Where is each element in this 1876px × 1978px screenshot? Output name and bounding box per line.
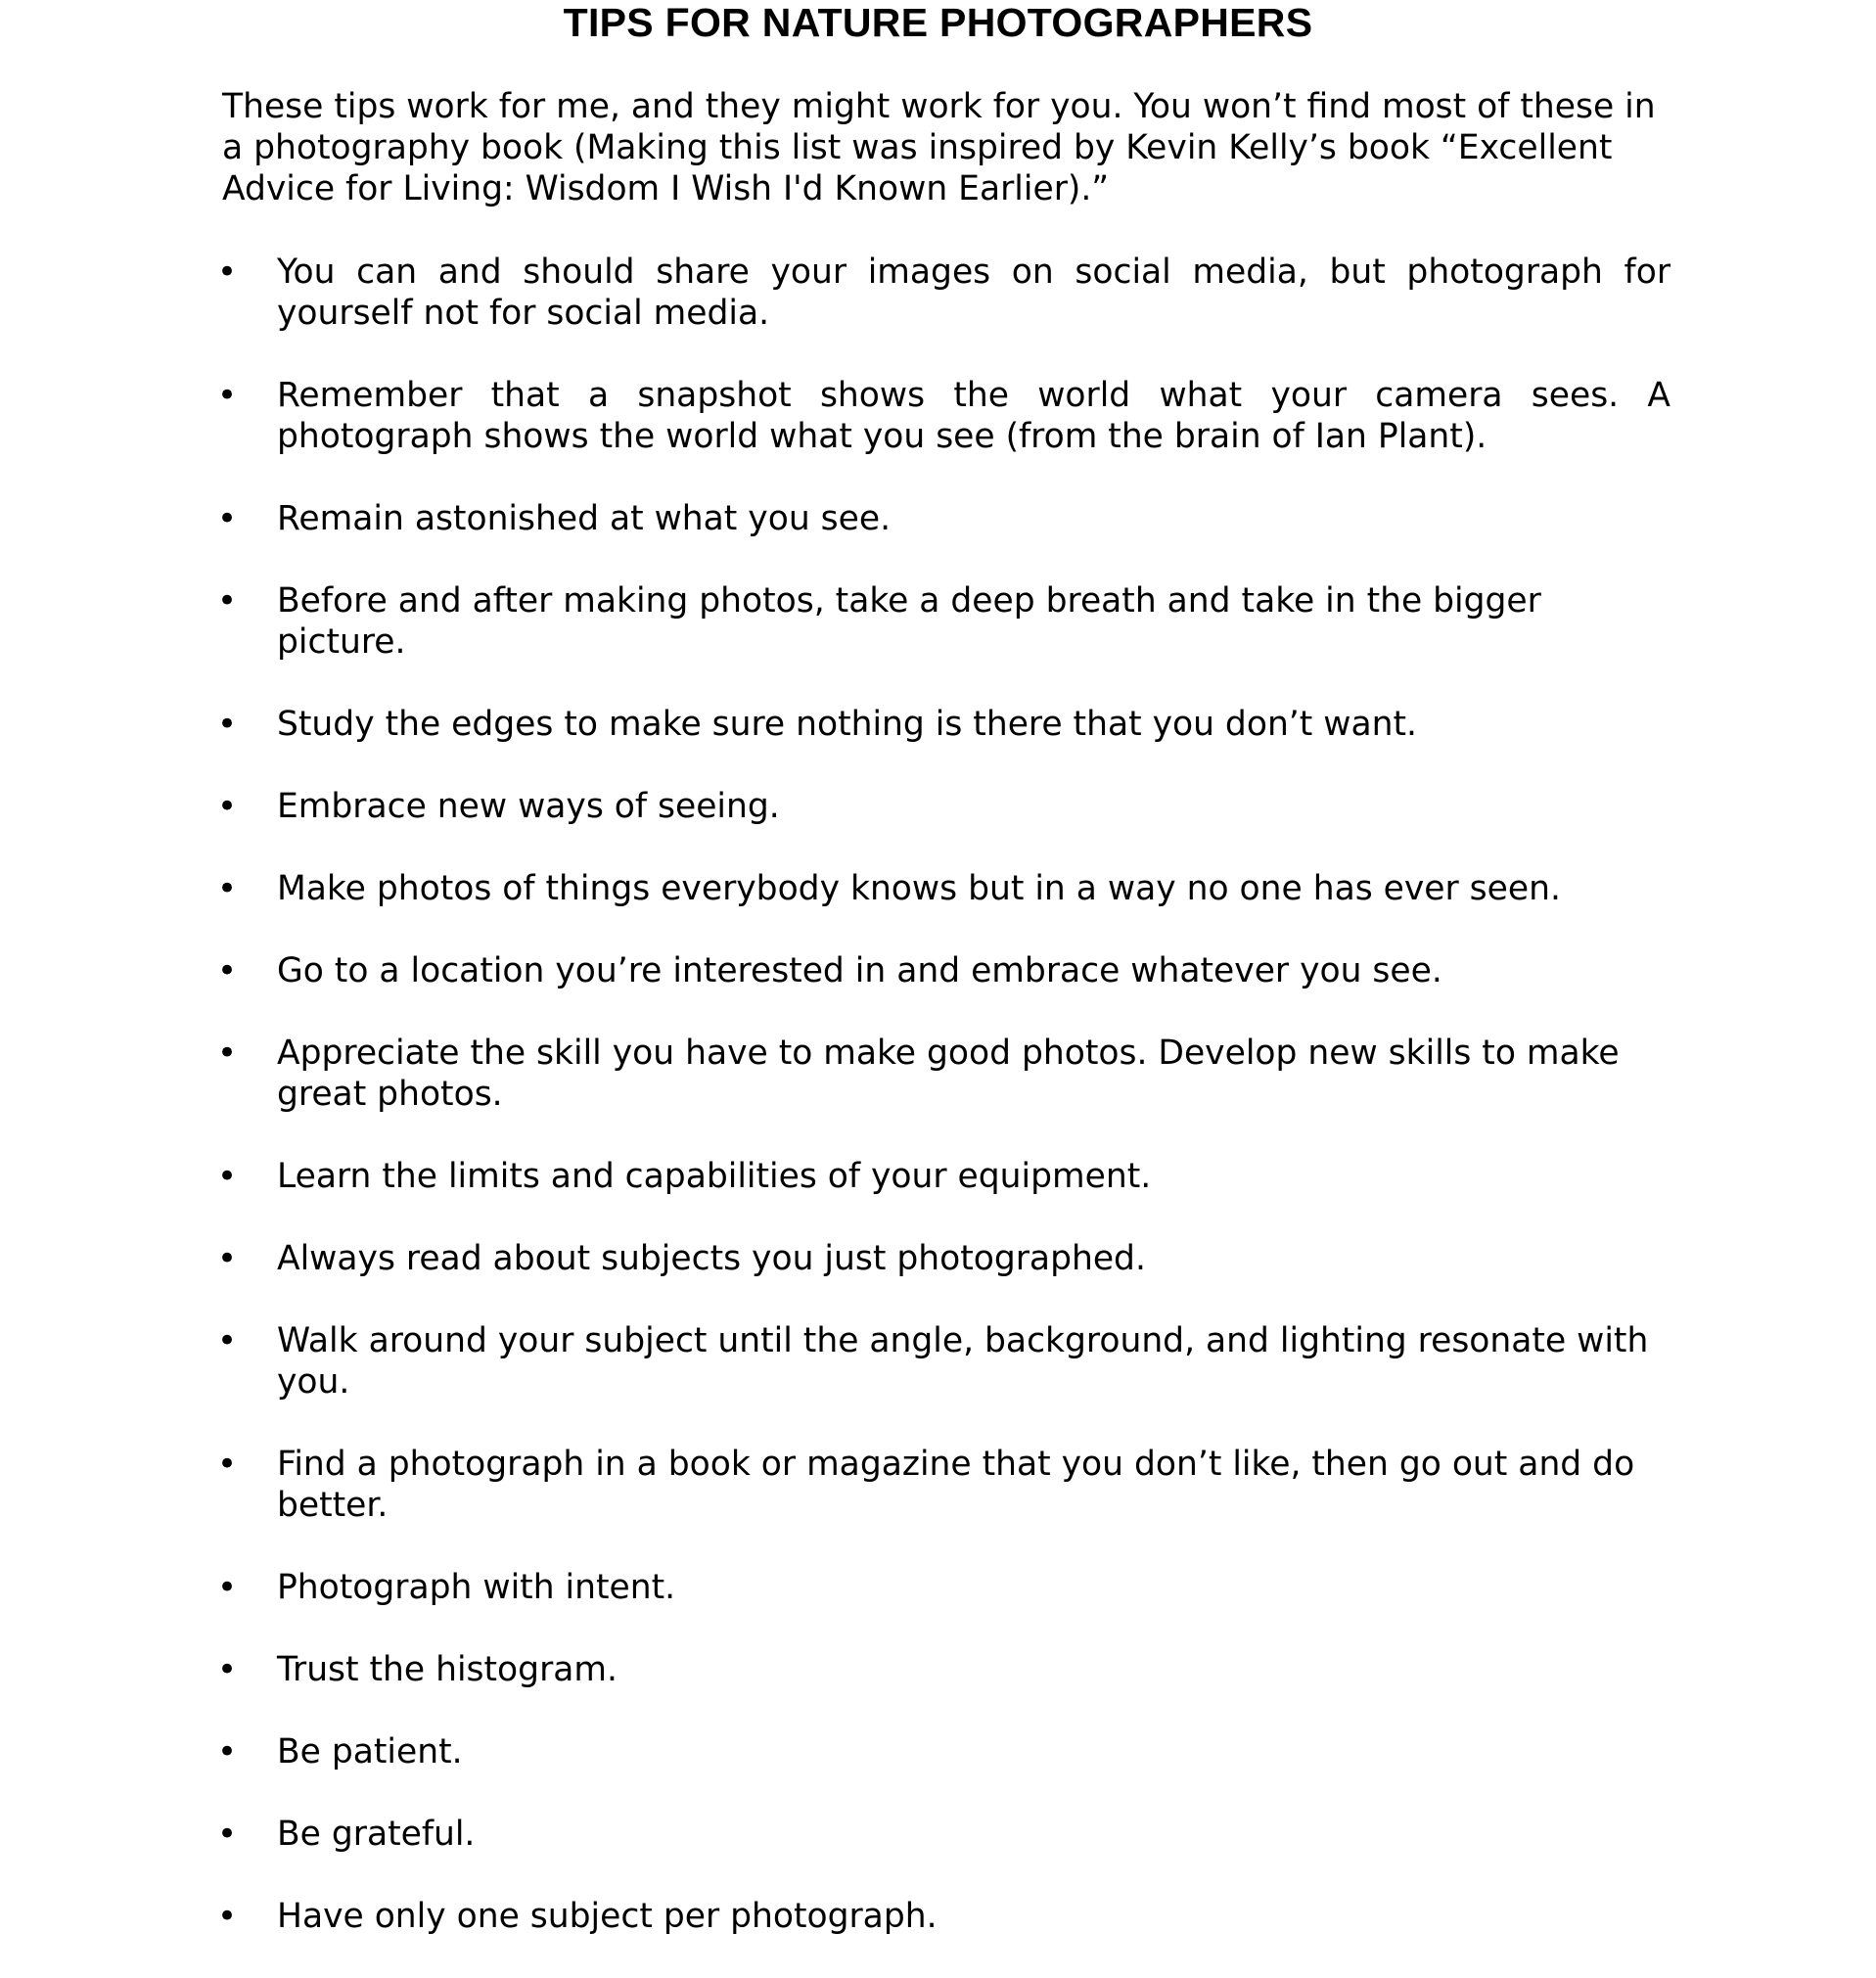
list-item bbox=[217, 1896, 1670, 1937]
bullet-icon: • bbox=[217, 1239, 238, 1278]
tip-text: Remember that a snapshot shows the world what your camera sees. A photograph shows the world what you see (from the brain of Ian Plant). bbox=[277, 376, 1670, 456]
tip-text: Study the edges to make sure nothing is there that you don’t want. bbox=[277, 705, 1417, 744]
bullet-icon: • bbox=[217, 253, 238, 292]
list-item bbox=[217, 1731, 1670, 1772]
tip-text: Go to a location you’re interested in and embrace whatever you see. bbox=[277, 951, 1442, 990]
list-item bbox=[217, 1156, 1670, 1197]
tip-text: Find a photograph in a book or magazine that you don’t like, then go out and do better. bbox=[277, 1445, 1635, 1525]
list-item bbox=[217, 375, 1670, 457]
list-item bbox=[217, 950, 1670, 991]
bullet-icon: • bbox=[217, 705, 238, 744]
list-item bbox=[217, 1033, 1670, 1115]
tip-text: Embrace new ways of seeing. bbox=[277, 787, 780, 826]
bullet-icon: • bbox=[217, 951, 238, 990]
tip-text: Be grateful. bbox=[277, 1815, 476, 1854]
bullet-icon: • bbox=[217, 1815, 238, 1854]
tip-text: Appreciate the skill you have to make good photos. Develop new skills to make great photos. bbox=[277, 1034, 1620, 1114]
list-item bbox=[217, 1814, 1670, 1855]
tip-text: Learn the limits and capabilities of your equipment. bbox=[277, 1157, 1152, 1196]
list-item bbox=[217, 786, 1670, 827]
tip-text: You can and should share your images on social media, but photograph for yourself not for social media. bbox=[277, 253, 1670, 333]
list-item bbox=[217, 1567, 1670, 1608]
bullet-icon: • bbox=[217, 1321, 238, 1360]
bullet-icon: • bbox=[217, 581, 238, 621]
list-item bbox=[217, 580, 1670, 663]
tip-text: Remain astonished at what you see. bbox=[277, 499, 892, 538]
page-title: TIPS FOR NATURE PHOTOGRAPHERS bbox=[563, 0, 1313, 45]
list-item bbox=[217, 498, 1670, 539]
bullet-icon: • bbox=[217, 1034, 238, 1073]
intro-paragraph: These tips work for me, and they might work for you. You won’t find most of these in a photography book (Making this list was inspired by Kevin Kelly’s book “Excellent Advice for Living: Wisdom I Wish I'd Known Earlier).” bbox=[222, 87, 1656, 208]
list-item bbox=[217, 868, 1670, 909]
tip-text: Have only one subject per photograph. bbox=[277, 1897, 938, 1936]
tip-text: Trust the histogram. bbox=[277, 1650, 618, 1689]
list-item bbox=[217, 1649, 1670, 1690]
bullet-icon: • bbox=[217, 1157, 238, 1196]
list-item bbox=[217, 1320, 1670, 1403]
tip-text: Walk around your subject until the angle, background, and lighting resonate with you. bbox=[277, 1321, 1649, 1402]
list-item bbox=[217, 704, 1670, 745]
bullet-icon: • bbox=[217, 869, 238, 908]
bullet-icon: • bbox=[217, 376, 238, 415]
tip-text: Make photos of things everybody knows but in a way no one has ever seen. bbox=[277, 869, 1561, 908]
tip-text: Photograph with intent. bbox=[277, 1568, 676, 1607]
bullet-icon: • bbox=[217, 499, 238, 538]
tip-text: Always read about subjects you just photographed. bbox=[277, 1239, 1146, 1278]
list-item bbox=[217, 252, 1670, 334]
bullet-icon: • bbox=[217, 1897, 238, 1936]
list-item bbox=[217, 1238, 1670, 1279]
bullet-icon: • bbox=[217, 787, 238, 826]
bullet-icon: • bbox=[217, 1650, 238, 1689]
bullet-icon: • bbox=[217, 1732, 238, 1771]
bullet-icon: • bbox=[217, 1568, 238, 1607]
tip-text: Be patient. bbox=[277, 1732, 463, 1771]
tip-text: Before and after making photos, take a deep breath and take in the bigger picture. bbox=[277, 581, 1541, 662]
bullet-icon: • bbox=[217, 1445, 238, 1484]
tips-list bbox=[217, 252, 1670, 1978]
list-item bbox=[217, 1444, 1670, 1526]
